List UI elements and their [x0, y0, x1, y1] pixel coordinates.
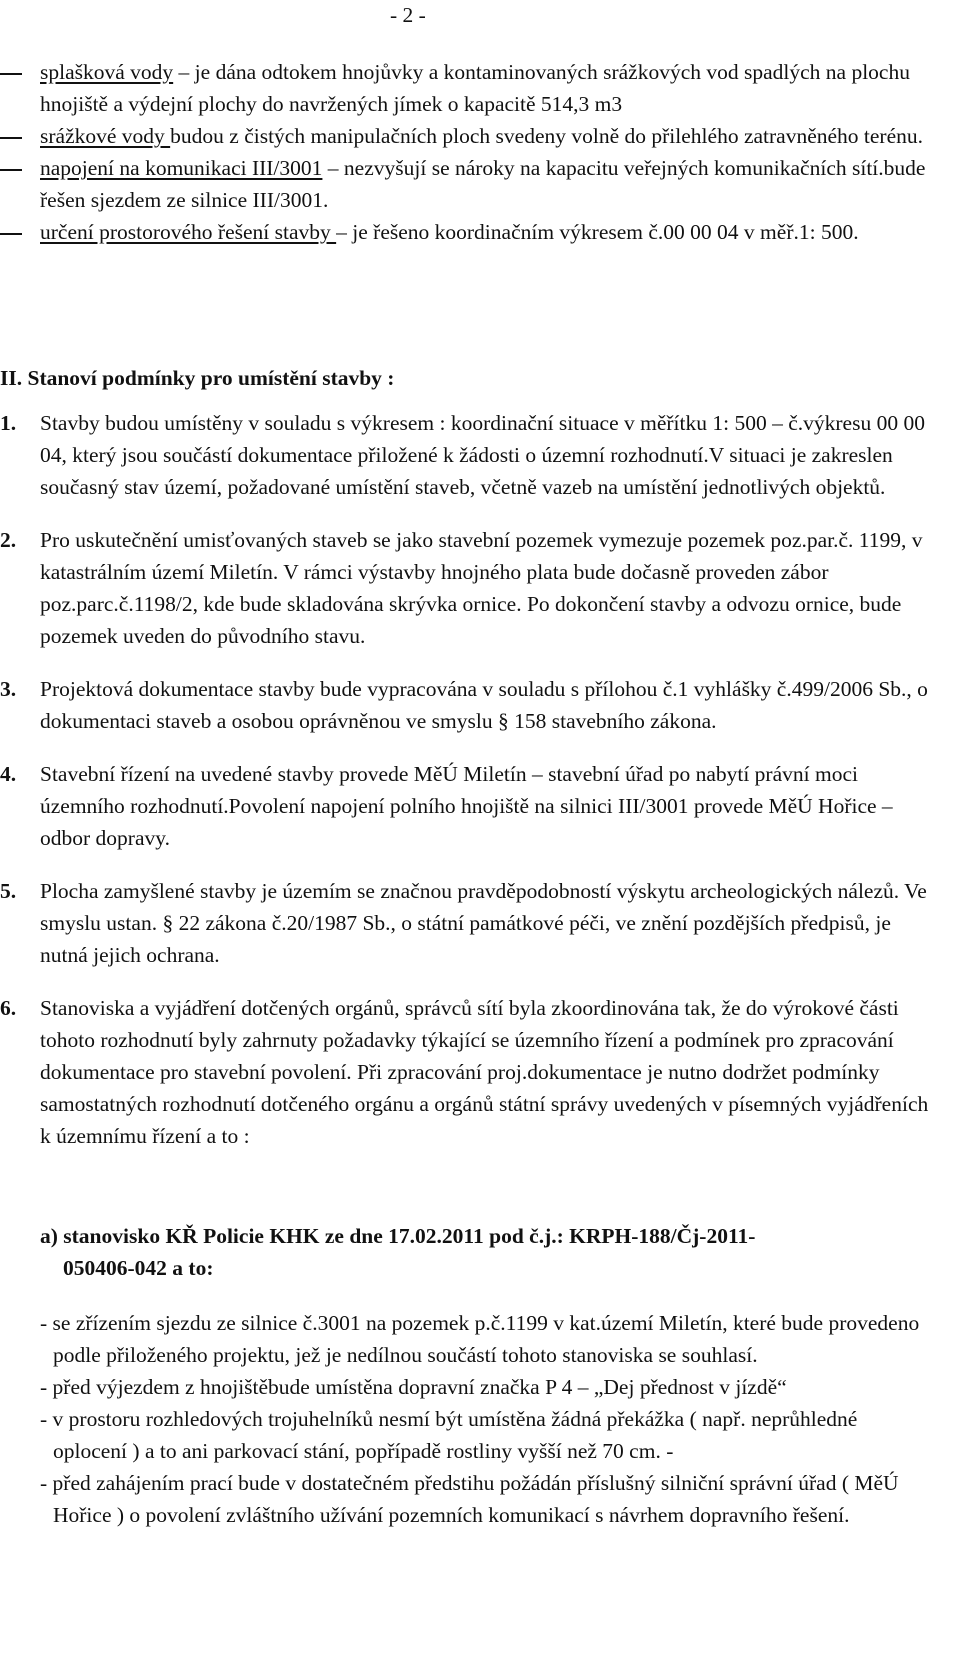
requirement-item: [40, 1467, 930, 1531]
dash-item-term: určení prostorového řešení stavby: [40, 220, 337, 244]
condition-item: [0, 875, 932, 971]
dash-item-text: – je řešeno koordinačním výkresem č.00 00 04 v měř.1: 500.: [336, 220, 859, 244]
dash-item-text: – nezvyšují se nároky na kapacitu veřejných komunikačních sítí.bude řešen sjezdem ze silnice III/3001.: [40, 156, 926, 212]
condition-item: [0, 524, 932, 652]
condition-item: [0, 673, 932, 737]
requirement-item: [40, 1403, 930, 1467]
condition-text: Stanoviska a vyjádření dotčených orgánů, správců sítí byla zkoordinována tak, že do výrokové části tohoto rozhodnutí byly zahrnuty požadavky týkající se územního řízení a podmínek pro zpracování dokumentace pro stavební povolení. Při zpracování proj.dokumentace je nutno dodržet podmínky samostatných rozhodnutí dotčeného orgánu a orgánů státní správy uvedených v písemných vyjádřeních k územnímu řízení a to :: [40, 996, 929, 1148]
condition-number: 2.: [0, 528, 17, 552]
dash-item-road-connection: [0, 152, 930, 216]
condition-text: Pro uskutečnění umisťovaných staveb se jako stavební pozemek vymezuje pozemek poz.par.č. 1199, v katastrálním území Miletín. V rámci výstavby hnojného plata bude dočasně proveden zábor poz.parc.č.1198/2, kde bude skladována skrývka ornice. Po dokončení stavby a odvozu ornice, bude pozemek uveden do původního stavu.: [40, 528, 923, 648]
condition-number: 6.: [0, 996, 17, 1020]
page-number: - 2 -: [390, 3, 426, 27]
condition-item: [0, 992, 932, 1152]
requirements-list: [40, 1307, 930, 1531]
condition-text: Stavební řízení na uvedené stavby provede MěÚ Miletín – stavební úřad po nabytí právní moci územního rozhodnutí.Povolení napojení polního hnojiště na silnici III/3001 provede MěÚ Hořice – odbor dopravy.: [40, 762, 893, 850]
condition-number: 3.: [0, 677, 17, 701]
statement-title: a) stanovisko KŘ Policie KHK ze dne 17.02.2011 pod č.j.: KRPH-188/Čj-2011-: [40, 1224, 756, 1248]
dash-item-term: srážkové vody: [40, 124, 171, 148]
requirement-text: - v prostoru rozhledových trojuhelníků nesmí být umístěna žádná překážka ( např. neprůhledné oplocení ) a to ani parkovací stání, popřípadě rostliny vyšší než 70 cm. -: [40, 1407, 858, 1463]
condition-text: Projektová dokumentace stavby bude vypracována v souladu s přílohou č.1 vyhlášky č.499/2006 Sb., o dokumentaci staveb a osobou oprávněnou ve smyslu § 158 stavebního zákona.: [40, 677, 928, 733]
condition-text: Stavby budou umístěny v souladu s výkresem : koordinační situace v měřítku 1: 500 – č.výkresu 00 00 04, který jsou součástí dokumentace přiložené k žádosti o územní rozhodnutí.V situaci je zakreslen současný stav území, požadované umístění staveb, včetně vazeb na umístění jednotlivých objektů.: [40, 411, 925, 499]
requirement-text: - se zřízením sjezdu ze silnice č.3001 na pozemek p.č.1199 v kat.území Miletín, které bude provedeno podle přiloženého projektu, jež je nedílnou součástí tohoto stanoviska se souhlasí.: [40, 1311, 920, 1367]
condition-number: 1.: [0, 411, 17, 435]
statement-continuation: 050406-042 a to:: [63, 1256, 214, 1280]
dash-item-term: napojení na komunikaci III/3001: [40, 156, 323, 180]
dash-list: [0, 56, 930, 248]
dash-item-text: – je dána odtokem hnojůvky a kontaminovaných srážkových vod spadlých na plochu hnojiště a výdejní plochy do navržených jímek o kapacitě 514,3 m3: [40, 60, 910, 116]
police-statement-heading: [40, 1220, 920, 1284]
dash-item-text: budou z čistých manipulačních ploch svedeny volně do přilehlého zatravněného terénu.: [170, 124, 924, 148]
condition-item: [0, 407, 932, 503]
section-heading: II. Stanoví podmínky pro umístění stavby :: [0, 366, 395, 390]
dash-item-waste-water: [0, 56, 930, 120]
requirement-item: [40, 1371, 930, 1403]
requirement-text: - před zahájením prací bude v dostatečném předstihu požádán příslušný silniční správní úřad ( MěÚ Hořice ) o povolení zvláštního užívání pozemních komunikací s návrhem dopravního řešení.: [40, 1471, 899, 1527]
condition-item: [0, 758, 932, 854]
condition-text: Plocha zamyšlené stavby je územím se značnou pravděpodobností výskytu archeologických nálezů. Ve smyslu ustan. § 22 zákona č.20/1987 Sb., o státní památkové péči, ve znění pozdějších předpisů, je nutná jejich ochrana.: [40, 879, 927, 967]
requirement-item: [40, 1307, 930, 1371]
requirement-text: - před výjezdem z hnojištěbude umístěna dopravní značka P 4 – „Dej přednost v jízdě“: [40, 1375, 787, 1399]
conditions-list: [0, 407, 932, 1173]
dash-item-rain-water: [0, 120, 930, 152]
dash-item-spatial-solution: [0, 216, 930, 248]
condition-number: 4.: [0, 762, 17, 786]
condition-number: 5.: [0, 879, 17, 903]
dash-item-term: splašková vody: [40, 60, 174, 84]
